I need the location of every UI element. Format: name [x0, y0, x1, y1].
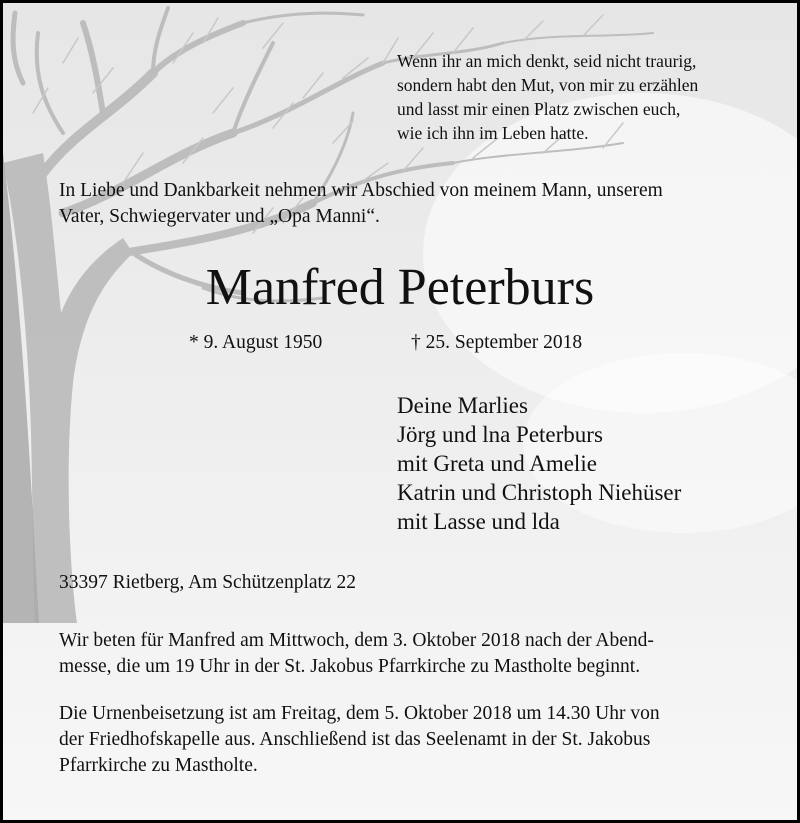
burial-line: Die Urnenbeisetzung ist am Freitag, dem 5. Oktober 2018 um 14.30 Uhr von [59, 703, 660, 724]
mourner-line: Deine Marlies [397, 393, 528, 418]
mourner-line: Katrin und Christoph Niehüser [397, 480, 682, 505]
deceased-name: Manfred Peterburs [205, 259, 595, 316]
burial-line: Pfarrkirche zu Mastholte. [59, 755, 258, 776]
service-line: Wir beten für Manfred am Mittwoch, dem 3. Oktober 2018 nach der Abend- [59, 630, 654, 651]
poem-line: wie ich ihn im Leben hatte. [397, 123, 589, 143]
burial-paragraph [59, 701, 660, 779]
mourner-line: mit Greta und Amelie [397, 451, 597, 476]
obituary-card [3, 3, 797, 820]
address: 33397 Rietberg, Am Schützenplatz 22 [59, 572, 356, 593]
mourners-list [397, 391, 681, 536]
poem-line: sondern habt den Mut, von mir zu erzählen [397, 75, 699, 95]
poem-line: Wenn ihr an mich denkt, seid nicht traurig, [397, 51, 697, 71]
service-paragraph [59, 628, 654, 680]
intro-line: Vater, Schwiegervater und „Opa Manni“. [59, 206, 380, 227]
service-line: messe, die um 19 Uhr in der St. Jakobus Pfarrkirche zu Mastholte beginnt. [59, 656, 641, 677]
mourner-line: mit Lasse und lda [397, 509, 560, 534]
intro-line: In Liebe und Dankbarkeit nehmen wir Abschied von meinem Mann, unserem [59, 180, 663, 201]
poem-line: und lasst mir einen Platz zwischen euch, [397, 99, 681, 119]
burial-line: der Friedhofskapelle aus. Anschließend ist das Seelenamt in der St. Jakobus [59, 729, 651, 750]
birth-date: * 9. August 1950 [189, 332, 323, 353]
death-date: † 25. September 2018 [411, 332, 583, 353]
poem-verse [397, 49, 698, 145]
intro-text [59, 178, 663, 230]
mourner-line: Jörg und lna Peterburs [397, 422, 603, 447]
